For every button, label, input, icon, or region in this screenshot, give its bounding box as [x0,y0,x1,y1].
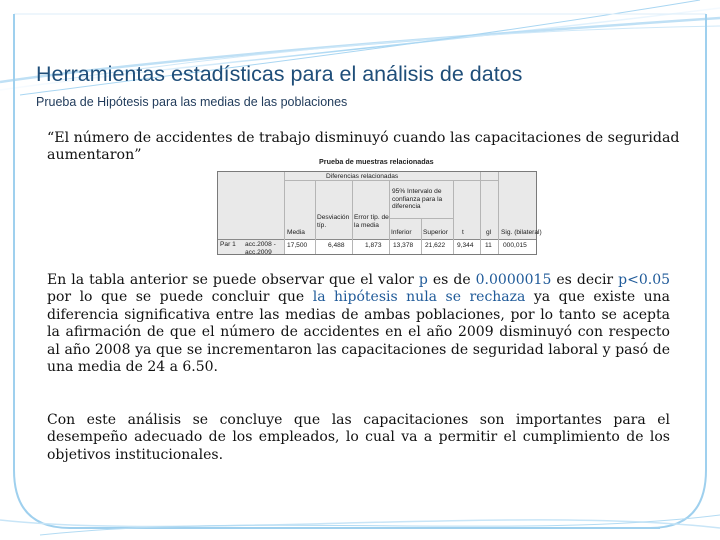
divider [218,239,536,240]
null-hypothesis-rejected: la hipótesis nula se rechaza [312,289,526,306]
paired-samples-table [217,171,542,256]
conclusion-paragraph: Con este análisis se concluye que las capacitaciones son importantes para el desempeño adecuado de los empleados, lo cual va a permitir el cumplimiento de los objetivos institucionales. [47,412,670,463]
table-cell: 9,344 [457,242,474,249]
para-text: ya que existe una diferencia significativa entre las medias de ambas poblaciones, por lo tanto se acepta la afirmación de que el número de accidentes en el año 2009 disminuyó con respecto al año 2008 ya que se incrementaron las capacitaciones de seguridad laboral y pasó de una media de 24 a 6.50. [47,289,670,376]
divider [498,172,499,254]
table-cell: 11 [485,242,492,249]
col-header: Sig. (bilateral) [501,229,542,236]
row-label: Par 1 [220,241,236,248]
slide-subtitle: Prueba de Hipótesis para las medias de las poblaciones [36,95,348,109]
interval-header: 95% Intervalo de confianza para la diferencia [392,188,443,210]
col-header: Inferior [391,229,412,236]
divider [421,218,422,254]
col-header: Desviación típ. [317,214,350,229]
col-header: Media [287,229,305,236]
p-value: 0.0000015 [475,272,552,288]
slide-title: Herramientas estadísticas para el análisis de datos [36,62,523,86]
para-text: es decir [551,272,619,288]
p-symbol: p [418,272,428,288]
table-cell: 13,378 [393,242,414,249]
table-cell: 000,015 [503,242,527,249]
table-cell: 21,622 [425,242,446,249]
col-header: Superior [423,229,448,236]
para-text: es de [427,272,476,288]
group-header: Diferencias relacionadas [326,173,399,180]
table-cell: 6,488 [328,242,345,249]
statistics-table-image [215,157,542,256]
quote-text: “El número de accidentes de trabajo disminuyó cuando las capacitaciones de seguridad aumentaron” [47,130,680,163]
para-text: por lo que se puede concluir que [47,289,313,306]
divider [389,180,390,254]
divider [453,180,454,254]
col-header: Error típ. de la media [354,214,389,229]
analysis-paragraph [47,272,670,376]
divider [284,172,285,254]
divider [315,180,316,254]
table-cell: 17,500 [287,242,308,249]
para-text: En la tabla anterior se puede observar que el valor [47,272,419,288]
row-name: acc.2008 - acc.2009 [245,241,276,256]
table-cell: 1,873 [365,242,382,249]
p-comparison: p<0.05 [618,272,671,288]
divider [480,172,481,254]
col-header: gl [486,229,492,236]
table-caption: Prueba de muestras relacionadas [319,157,434,166]
col-header: t [462,229,464,236]
divider [352,180,353,254]
